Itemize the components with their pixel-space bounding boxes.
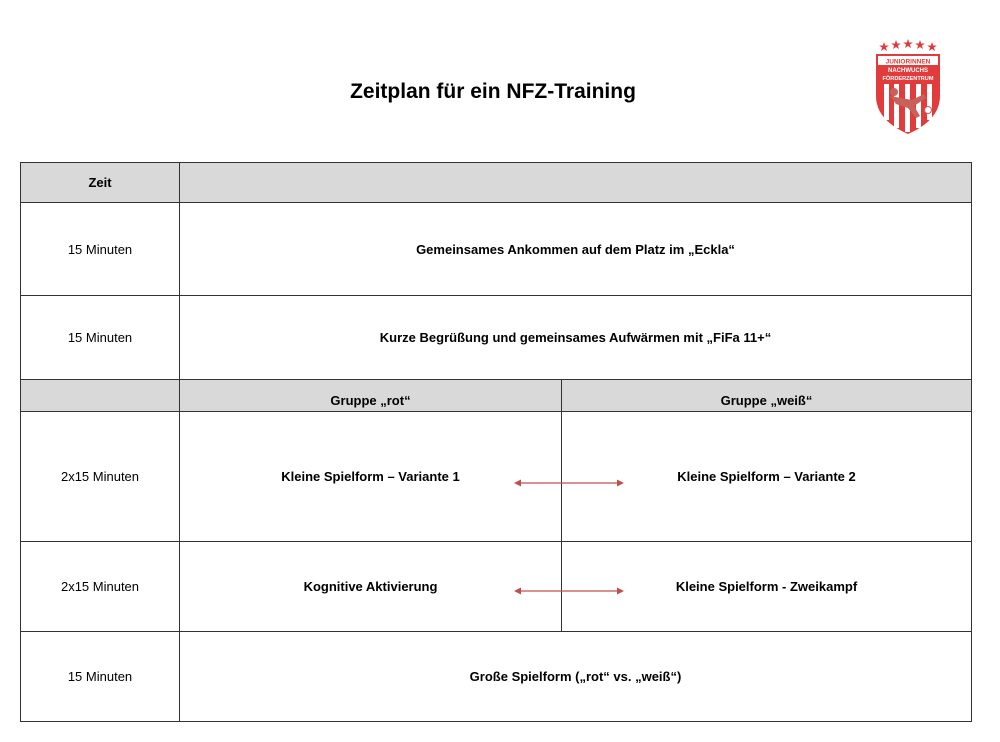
time-cell: 15 Minuten (21, 203, 180, 296)
swap-arrow-icon (512, 584, 626, 598)
table-row (21, 412, 972, 542)
schedule-table (20, 162, 972, 722)
swap-arrow-icon (512, 476, 626, 490)
table-row (21, 542, 972, 632)
group-b-cell: Kleine Spielform – Variante 2 (562, 412, 972, 542)
table-row (21, 296, 972, 380)
svg-text:NACHWUCHS: NACHWUCHS (888, 68, 928, 74)
table-row (21, 632, 972, 722)
group-b-cell: Kleine Spielform - Zweikampf (562, 542, 972, 632)
header-content (180, 163, 972, 203)
table-header-row (21, 163, 972, 203)
group-a-header: Gruppe „rot“ (180, 380, 562, 412)
group-a-cell: Kleine Spielform – Variante 1 (180, 412, 562, 542)
page-title: Zeitplan für ein NFZ-Training (350, 80, 636, 103)
group-a-cell: Kognitive Aktivierung (180, 542, 562, 632)
time-cell: 15 Minuten (21, 632, 180, 722)
group-header-row (21, 380, 972, 412)
time-cell: 2x15 Minuten (21, 412, 180, 542)
header-time: Zeit (21, 163, 180, 203)
club-crest-icon (872, 38, 944, 136)
activity-cell: Kurze Begrüßung und gemeinsames Aufwärmen mit „FiFa 11+“ (180, 296, 972, 380)
time-cell: 15 Minuten (21, 296, 180, 380)
svg-text:FÖRDERZENTRUM: FÖRDERZENTRUM (882, 76, 934, 82)
svg-text:JUNIORINNEN: JUNIORINNEN (885, 58, 931, 66)
activity-cell: Große Spielform („rot“ vs. „weiß“) (180, 632, 972, 722)
star-icon (879, 39, 937, 51)
time-cell: 2x15 Minuten (21, 542, 180, 632)
group-header-time (21, 380, 180, 412)
table-row (21, 203, 972, 296)
group-b-header: Gruppe „weiß“ (562, 380, 972, 412)
activity-cell: Gemeinsames Ankommen auf dem Platz im „Eckla“ (180, 203, 972, 296)
